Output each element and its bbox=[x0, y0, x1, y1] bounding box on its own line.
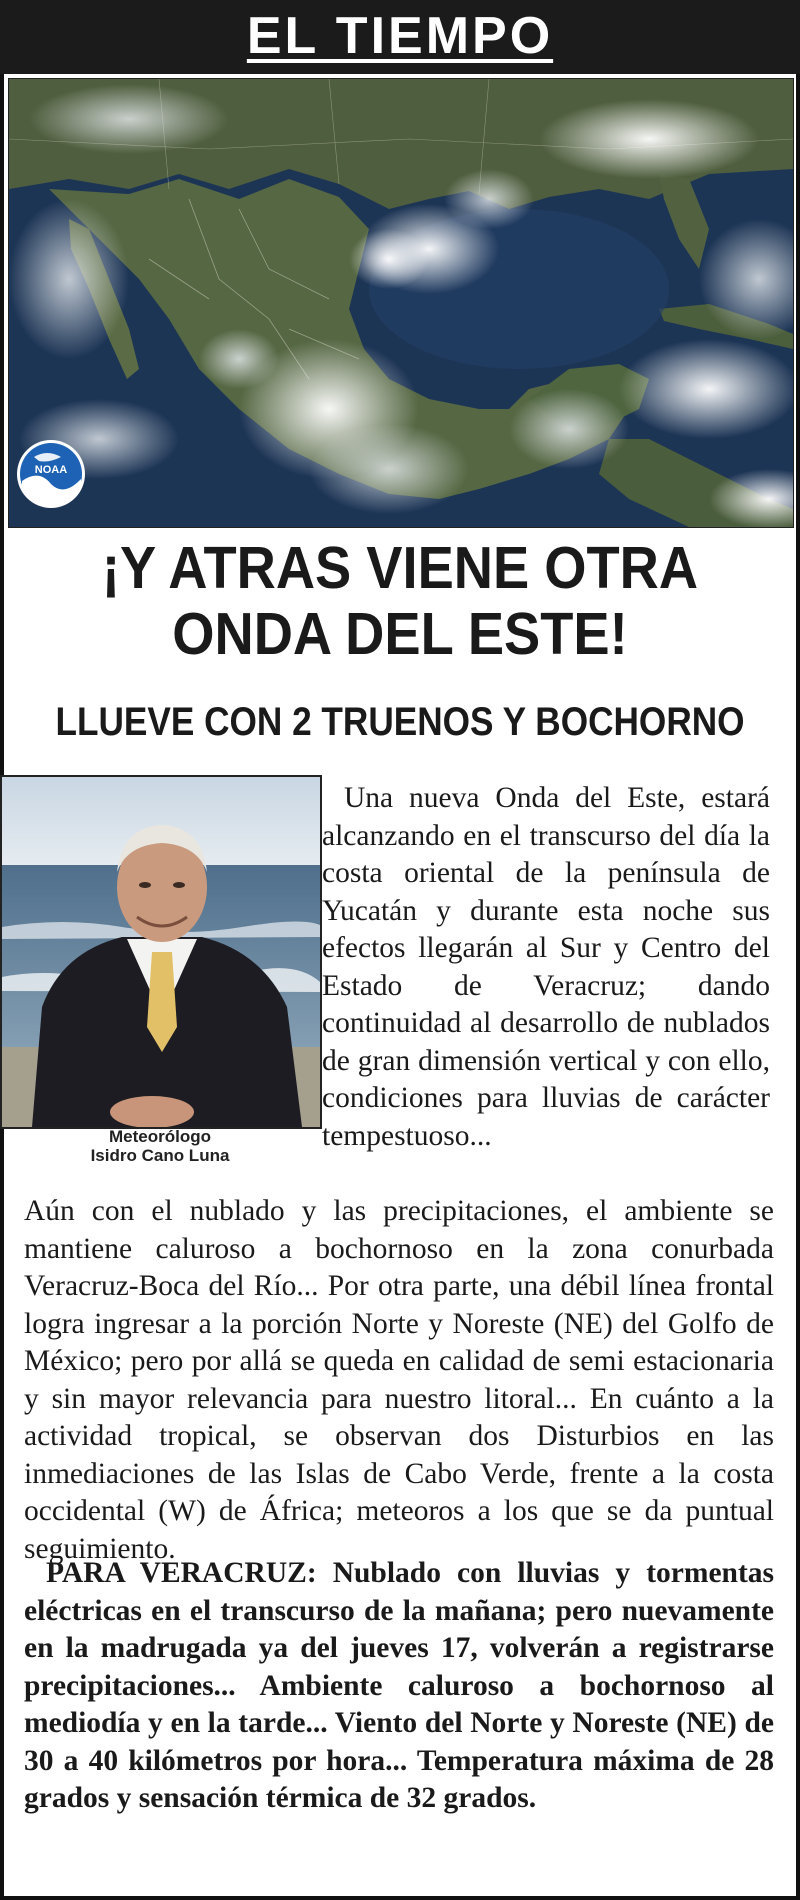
noaa-logo bbox=[17, 440, 85, 508]
caption-title: Meteorólogo bbox=[109, 1127, 211, 1146]
satellite-map bbox=[9, 79, 793, 527]
forecast-paragraph: PARA VERACRUZ: Nublado con lluvias y tormentas eléctricas en el transcurso de la mañana; pero nuevamente en la madrugada ya del jueves 17, volverán a registrarse precipitaciones... Ambiente caluroso a bochornoso al mediodía y en la tarde... Viento del Norte y Noreste (NE) de 30 a 40 kilómetros por hora... Temperatura máxima de 28 grados y sensación térmica de 32 grados. bbox=[24, 1557, 774, 1814]
headline bbox=[50, 535, 749, 667]
satellite-image bbox=[8, 78, 794, 528]
portrait-image bbox=[2, 777, 320, 1127]
caption-name: Isidro Cano Luna bbox=[90, 1146, 230, 1165]
meteorologist-photo bbox=[0, 775, 322, 1129]
headline-line-1: ¡Y ATRAS VIENE OTRA bbox=[101, 535, 699, 601]
masthead bbox=[0, 0, 800, 74]
article-paragraph-1: Una nueva Onda del Este, estará alcanzando en el transcurso del día la costa oriental de la península de Yucatán y durante esta noche sus efectos llegarán al Sur y Centro del Estado de Veracruz; dando continuidad al desarrollo de nublados de gran dimensión vertical y con ello, condiciones para lluvias de carácter tempestuoso... bbox=[322, 782, 770, 1152]
article-paragraph-2: Aún con el nublado y las precipitaciones, el ambiente se mantiene caluroso a bochornoso en la zona conurbada Veracruz-Boca del Río... Por otra parte, una débil línea frontal logra ingresar a la porción Norte y Noreste (NE) del Golfo de México; pero por allá se queda en calidad de semi estacionaria y sin mayor relevancia para nuestro litoral... En cuánto a la actividad tropical, se observan dos Disturbios en las inmediaciones de las Islas de Cabo Verde, frente a la costa occidental (W) de África; meteoros a los que se da puntual seguimiento. bbox=[24, 1195, 774, 1565]
masthead-title: EL TIEMPO bbox=[246, 7, 554, 65]
article-column bbox=[322, 780, 770, 1155]
svg-text:NOAA: NOAA bbox=[34, 464, 68, 476]
article-body bbox=[24, 1193, 774, 1568]
subheadline: LLUEVE CON 2 TRUENOS Y BOCHORNO bbox=[55, 700, 745, 744]
photo-caption bbox=[0, 1127, 320, 1165]
headline-line-2: ONDA DEL ESTE! bbox=[172, 601, 628, 667]
